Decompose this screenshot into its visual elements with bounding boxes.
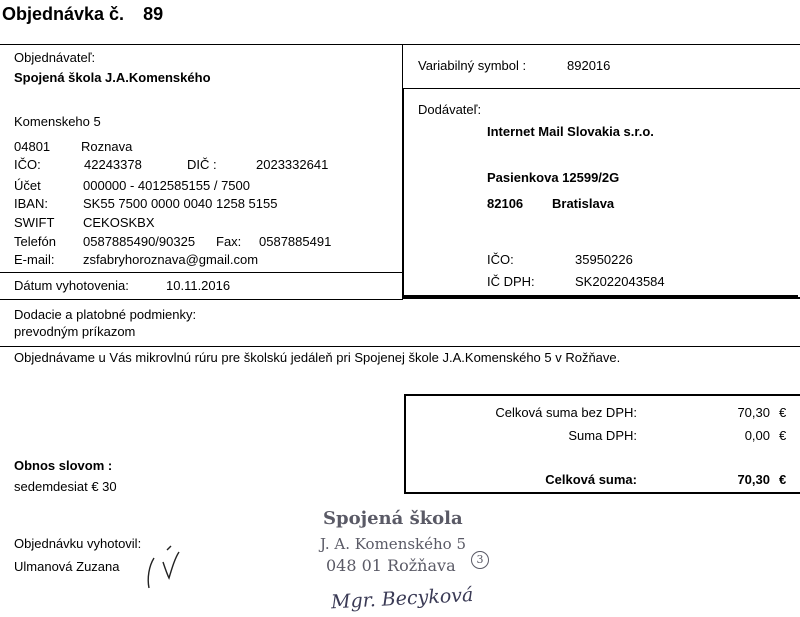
supplier-street: Pasienkova 12599/2G: [487, 170, 620, 185]
buyer-street: Komenskeho 5: [14, 114, 101, 129]
buyer-zip: 04801: [14, 139, 51, 154]
supplier-box-bottom: [402, 297, 800, 299]
vat-currency: €: [779, 428, 787, 443]
issued-by-label: Objednávku vyhotovil:: [14, 536, 142, 551]
buyer-ico-label: IČO:: [14, 157, 41, 172]
in-words-value: sedemdesiat € 30: [14, 479, 117, 494]
supplier-zip: 82106: [487, 196, 524, 211]
buyer-email: zsfabryhoroznava@gmail.com: [83, 252, 259, 267]
buyer-account: 000000 - 4012585155 / 7500: [83, 178, 250, 193]
buyer-swift-label: SWIFT: [14, 215, 55, 230]
supplier-ico-label: IČO:: [487, 252, 514, 267]
supplier-ico: 35950226: [575, 252, 633, 267]
vat-label: Suma DPH:: [568, 428, 637, 443]
buyer-dic-label: DIČ :: [187, 157, 217, 172]
delivery-label: Dodacie a platobné podmienky:: [14, 307, 197, 322]
rule-top: [0, 44, 800, 45]
buyer-city: Roznava: [81, 139, 133, 154]
buyer-phone-label: Telefón: [14, 234, 56, 249]
order-number: 89: [143, 4, 164, 24]
variable-symbol: 892016: [567, 58, 611, 73]
supplier-label: Dodávateľ:: [418, 102, 482, 117]
stamp-line-3: 048 01 Rožňava: [326, 556, 456, 575]
buyer-swift: CEKOSKBX: [83, 215, 155, 230]
buyer-name: Spojená škola J.A.Komenského: [14, 70, 211, 85]
stamp-signature-icon: [325, 580, 515, 614]
buyer-dic: 2023332641: [256, 157, 329, 172]
variable-symbol-label: Variabilný symbol :: [418, 58, 527, 73]
supplier-name: Internet Mail Slovakia s.r.o.: [487, 124, 654, 139]
rule-date-bottom: [0, 299, 403, 300]
order-title-label: Objednávka č.: [2, 4, 125, 24]
svg-text:Mgr. Becyková: Mgr. Becyková: [330, 583, 474, 614]
stamp-line-2: J. A. Komenského 5: [320, 535, 467, 553]
supplier-icdph-label: IČ DPH:: [487, 274, 535, 289]
buyer-ico: 42243378: [84, 157, 142, 172]
issued-by-name: Ulmanová Zuzana: [14, 559, 120, 574]
buyer-phone: 0587885490/90325: [83, 234, 196, 249]
buyer-email-label: E-mail:: [14, 252, 55, 267]
stamp-number: 3: [471, 551, 489, 569]
buyer-account-label: Účet: [14, 178, 41, 193]
issue-date: 10.11.2016: [166, 278, 231, 293]
issue-date-label: Dátum vyhotovenia:: [14, 278, 129, 293]
issuer-signature-icon: [145, 538, 185, 594]
total-currency: €: [779, 472, 787, 487]
net-label: Celková suma bez DPH:: [495, 405, 637, 420]
supplier-city: Bratislava: [552, 196, 615, 211]
buyer-label: Objednávateľ:: [14, 50, 96, 65]
rule-buyer-bottom: [0, 272, 403, 273]
vat-amount: 0,00: [744, 428, 770, 443]
buyer-fax: 0587885491: [259, 234, 332, 249]
order-title: [2, 4, 163, 25]
in-words-label: Obnos slovom :: [14, 458, 113, 473]
buyer-iban: SK55 7500 0000 0040 1258 5155: [83, 196, 278, 211]
order-text: Objednávame u Vás mikrovlnú rúru pre školskú jedáleň pri Spojenej škole J.A.Komenského 5 v Rožňave.: [14, 350, 621, 365]
net-amount: 70,30: [737, 405, 770, 420]
total-amount: 70,30: [737, 472, 770, 487]
delivery-value: prevodným príkazom: [14, 324, 136, 339]
rule-terms-bottom: [0, 346, 800, 347]
total-label: Celková suma:: [545, 472, 637, 487]
supplier-icdph: SK2022043584: [575, 274, 665, 289]
buyer-iban-label: IBAN:: [14, 196, 48, 211]
buyer-fax-label: Fax:: [216, 234, 242, 249]
stamp-line-1: Spojená škola: [323, 508, 463, 529]
net-currency: €: [779, 405, 787, 420]
